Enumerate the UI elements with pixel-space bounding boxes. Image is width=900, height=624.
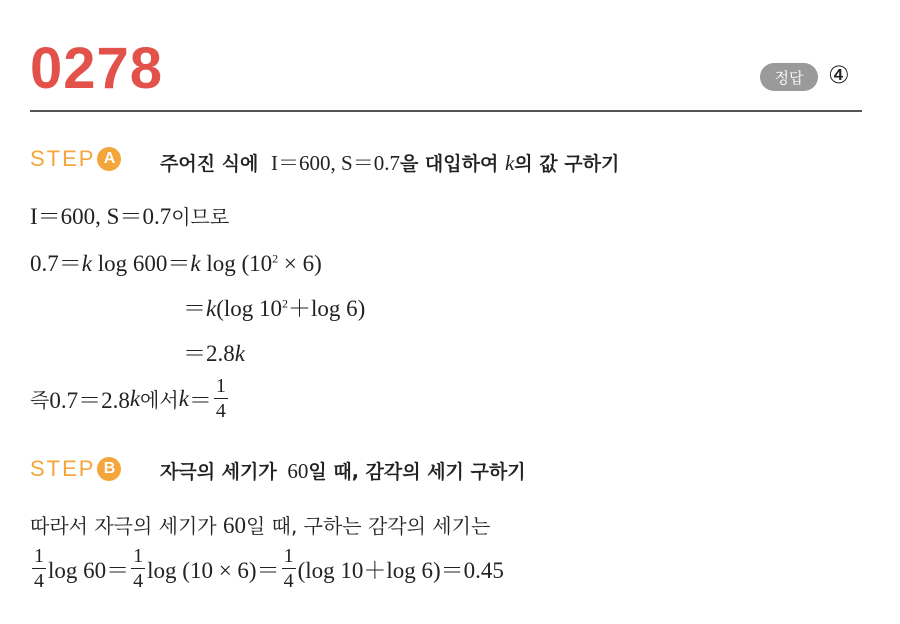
- b-f2-num: 1: [133, 545, 144, 567]
- b-fraction-2: [131, 546, 145, 591]
- step-a-line-4: [183, 335, 245, 368]
- step-a-line-2: [30, 245, 322, 278]
- line3-k: k: [206, 296, 217, 321]
- b-f1-num: 1: [34, 545, 44, 567]
- line2-lhs: 0.7＝: [30, 251, 82, 276]
- step-a-title: [160, 147, 619, 177]
- problem-number: 0278: [30, 36, 164, 101]
- line5-k2: k: [178, 385, 189, 411]
- line1-text: 이므로: [171, 205, 230, 229]
- divider: [30, 110, 862, 112]
- step-a-line-1: [30, 198, 229, 231]
- line2-k1: k: [81, 251, 92, 276]
- answer-badge: 정답: [760, 63, 818, 91]
- b-f3-den: 4: [283, 570, 294, 592]
- line3-rest-b: ＋log 6): [288, 296, 366, 321]
- step-b-line-2: [30, 546, 504, 591]
- step-a-title-suffix: 의 값 구하기: [514, 153, 620, 175]
- step-a-title-math: I＝600, S＝0.7: [271, 151, 400, 175]
- line5-eq: ＝: [188, 388, 212, 413]
- line1-math: I＝600, S＝0.7: [30, 204, 172, 229]
- b-f2-den: 4: [133, 570, 144, 592]
- step-a-badge-icon: A: [97, 147, 121, 171]
- step-a-line-3: [183, 290, 365, 323]
- step-a-title-prefix: 주어진 식에: [160, 153, 259, 175]
- line2-rest-b: × 6): [278, 251, 322, 276]
- b-line1-prefix: 따라서 자극의 세기가: [30, 514, 223, 538]
- line5-k: k: [129, 385, 141, 411]
- line5-mid: 에서: [140, 388, 179, 412]
- line5-prefix: 즉: [30, 388, 50, 412]
- answer-value: ④: [828, 61, 850, 89]
- step-b-word: STEP: [30, 456, 96, 481]
- b-fraction-1: [32, 546, 46, 591]
- b-part2: log (10 × 6)＝: [147, 558, 280, 583]
- b-part1: log 60＝: [48, 558, 130, 583]
- line4-k: k: [234, 341, 245, 366]
- line3-rest-a: (log 10: [216, 296, 283, 321]
- step-b-title: [160, 457, 526, 484]
- line5-den: 4: [215, 400, 226, 422]
- line3-eq: ＝: [183, 296, 206, 321]
- line5-fraction: [214, 376, 228, 421]
- step-b-title-math: 60: [287, 459, 309, 483]
- step-a-title-var: k: [504, 151, 515, 175]
- step-b-label: [30, 456, 121, 482]
- step-a-line-5: [30, 376, 230, 421]
- line5-math: 0.7＝2.8: [49, 388, 130, 413]
- b-part3: (log 10＋log 6)＝0.45: [297, 558, 504, 583]
- b-f1-den: 4: [34, 570, 44, 592]
- step-b-badge-icon: B: [97, 457, 121, 481]
- b-f3-num: 1: [283, 545, 294, 567]
- b-line1-suffix: 일 때, 구하는 감각의 세기는: [245, 514, 491, 538]
- step-b-line-1: [30, 510, 490, 539]
- line2-exp: 2: [272, 251, 279, 266]
- step-a-label: [30, 146, 121, 172]
- line3-exp: 2: [282, 296, 289, 311]
- line2-k2: k: [190, 251, 201, 276]
- line5-num: 1: [215, 375, 226, 397]
- step-b-title-suffix: 일 때, 감각의 세기 구하기: [308, 461, 526, 483]
- b-fraction-3: [282, 546, 296, 591]
- step-a-title-mid: 을 대입하여: [399, 153, 499, 175]
- b-line1-math: 60: [222, 513, 246, 538]
- line4-eq: ＝2.8: [183, 341, 235, 366]
- step-b-title-prefix: 자극의 세기가: [160, 461, 277, 483]
- line2-rest-a: log (10: [200, 251, 273, 276]
- step-a-word: STEP: [30, 146, 96, 171]
- line2-mid: log 600＝: [91, 251, 191, 276]
